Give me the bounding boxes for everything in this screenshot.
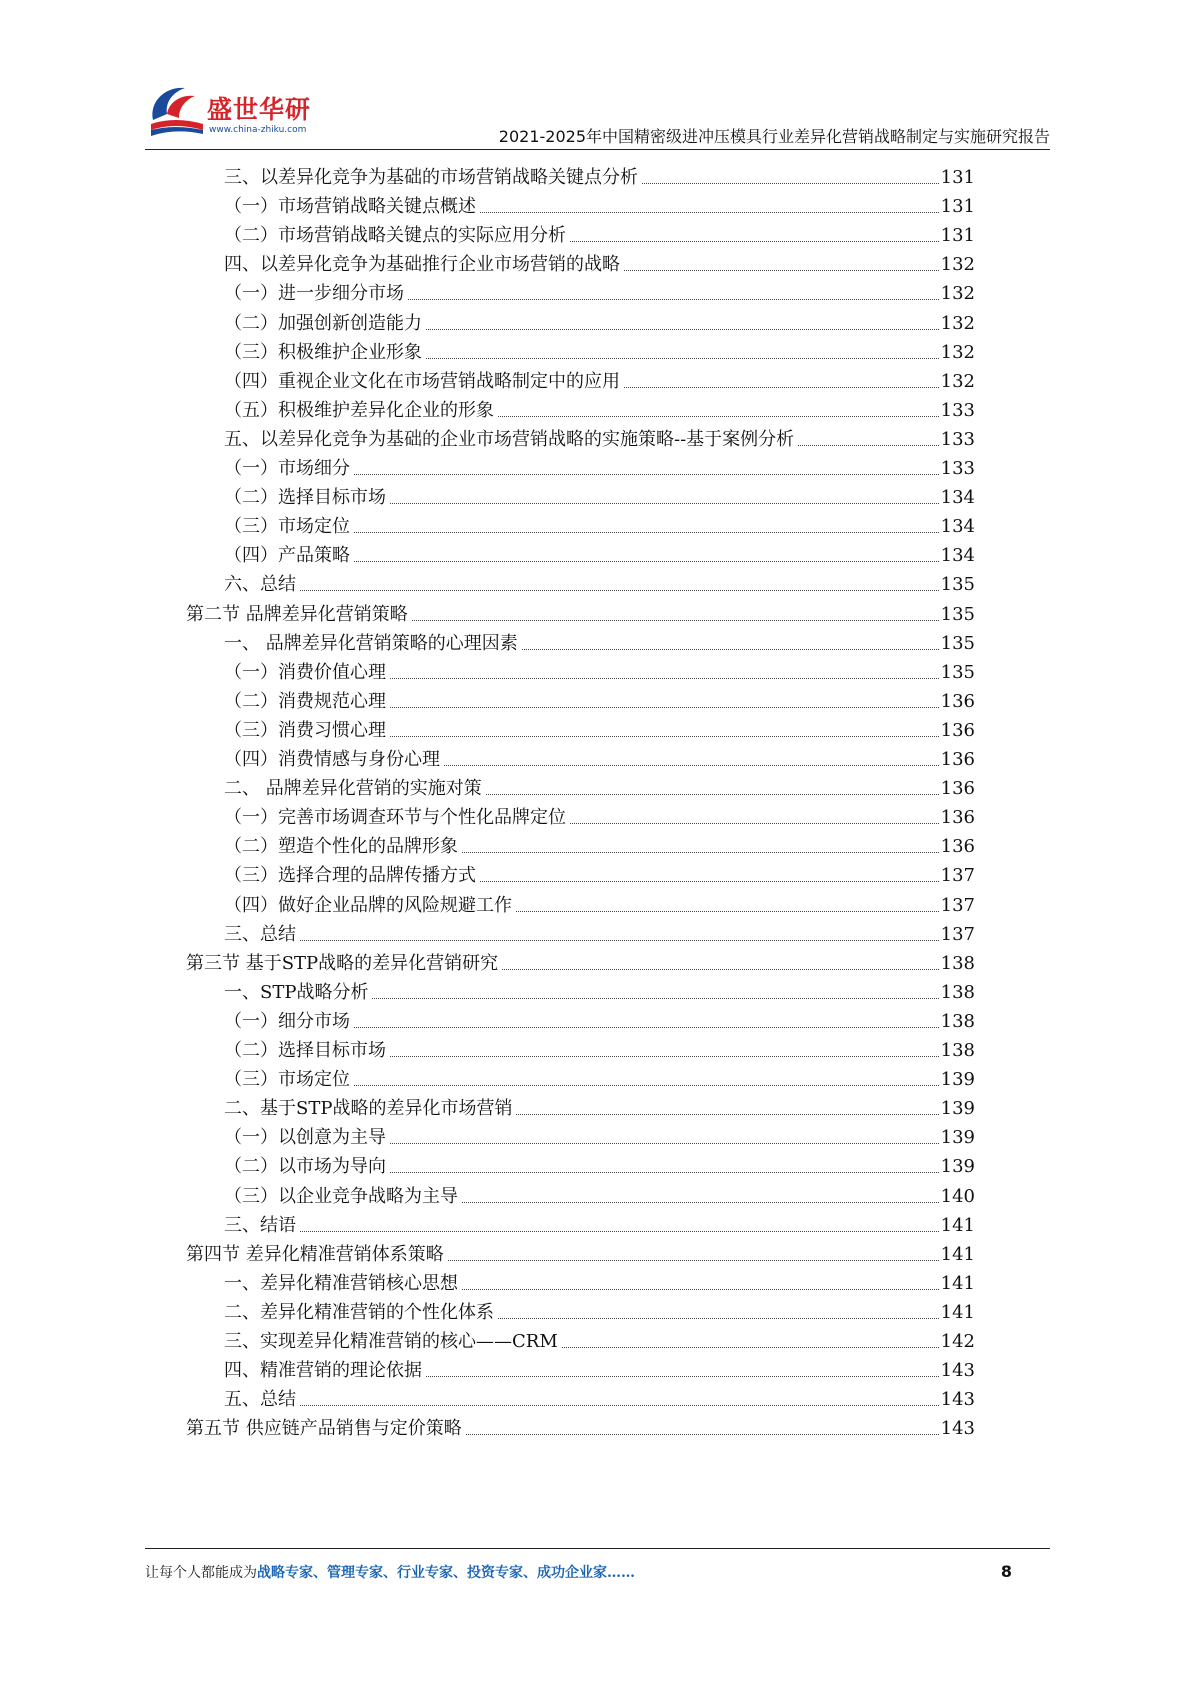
toc-leader-dots [516, 911, 939, 912]
toc-leader-dots [390, 1172, 939, 1173]
toc-entry-page: 139 [940, 1098, 975, 1120]
toc-entry[interactable] [224, 1062, 975, 1092]
toc-leader-dots [466, 1434, 939, 1435]
toc-leader-dots [354, 561, 939, 562]
logo-url: www.china-zhiku.com [209, 125, 307, 135]
toc-entry[interactable] [224, 1149, 975, 1179]
toc-entry-page: 132 [940, 254, 975, 276]
toc-entry-page: 135 [940, 661, 975, 683]
toc-entry-page: 132 [940, 312, 975, 334]
toc-entry-title: （四）做好企业品牌的风险规避工作 [224, 894, 512, 916]
toc-entry[interactable] [224, 509, 975, 539]
toc-leader-dots [354, 1027, 939, 1028]
toc-entry[interactable] [224, 888, 975, 918]
toc-leader-dots [354, 532, 939, 533]
toc-entry-title: 一、 品牌差异化营销策略的心理因素 [224, 632, 518, 654]
toc-leader-dots [570, 241, 939, 242]
toc-leader-dots [390, 1143, 939, 1144]
toc-entry-title: （一）市场营销战略关键点概述 [224, 196, 476, 218]
toc-entry-page: 139 [940, 1156, 975, 1178]
toc-entry-title: 第三节 基于STP战略的差异化营销研究 [186, 952, 499, 974]
toc-entry-title: （四）消费情感与身份心理 [224, 749, 440, 770]
page-number: 8 [1000, 1562, 1012, 1581]
company-logo [145, 80, 325, 144]
toc-leader-dots [412, 620, 939, 621]
toc-entry-page: 140 [940, 1185, 975, 1207]
toc-leader-dots [300, 590, 939, 591]
toc-entry-title: 三、总结 [224, 923, 296, 945]
toc-entry-page: 143 [940, 1418, 975, 1440]
toc-entry-title: （二）加强创新创造能力 [224, 312, 422, 334]
toc-entry-page: 133 [940, 399, 975, 421]
toc-entry-page: 131 [940, 225, 975, 247]
toc-leader-dots [390, 1056, 939, 1057]
toc-entry[interactable] [224, 422, 975, 452]
toc-leader-dots [390, 678, 939, 679]
toc-entry-title: 六、总结 [224, 574, 296, 596]
toc-entry-title: 第四节 差异化精准营销体系策略 [186, 1243, 444, 1265]
toc-entry-page: 134 [940, 487, 975, 509]
footer-divider [145, 1548, 1050, 1549]
toc-entry[interactable] [224, 1353, 975, 1383]
toc-leader-dots [562, 1347, 939, 1348]
toc-entry-title: （一）细分市场 [224, 1010, 350, 1032]
toc-entry-title: 第五节 供应链产品销售与定价策略 [186, 1418, 462, 1440]
toc-leader-dots [354, 1085, 939, 1086]
toc-leader-dots [624, 387, 939, 388]
toc-leader-dots [486, 794, 939, 795]
toc-leader-dots [624, 270, 939, 271]
toc-entry-page: 136 [940, 778, 975, 800]
toc-entry[interactable] [186, 597, 975, 627]
toc-entry[interactable] [224, 975, 975, 1005]
toc-entry-title: 五、以差异化竞争为基础的企业市场营销战略的实施策略--基于案例分析 [224, 428, 795, 450]
toc-entry-title: 一、差异化精准营销核心思想 [224, 1272, 458, 1294]
toc-entry-title: （二）塑造个性化的品牌形象 [224, 836, 458, 858]
toc-entry-page: 138 [940, 1040, 975, 1061]
toc-entry-title: （三）市场定位 [224, 516, 350, 538]
toc-entry-page: 136 [940, 719, 975, 741]
toc-entry-title: （一）消费价值心理 [224, 661, 386, 683]
toc-entry[interactable] [224, 189, 975, 219]
toc-entry[interactable] [224, 160, 975, 190]
toc-leader-dots [300, 1231, 939, 1232]
toc-leader-dots [480, 881, 939, 882]
toc-entry[interactable] [224, 626, 975, 656]
toc-entry-page: 136 [940, 836, 975, 858]
report-title: 2021-2025年中国精密级进冲压模具行业差异化营销战略制定与实施研究报告 [498, 127, 1050, 146]
toc-entry-page: 141 [940, 1214, 975, 1236]
toc-entry-title: （一）市场细分 [224, 458, 350, 479]
toc-entry-title: （四）产品策略 [224, 545, 350, 567]
toc-entry-page: 132 [940, 341, 975, 363]
toc-entry[interactable] [224, 1208, 975, 1238]
toc-entry-page: 137 [940, 923, 975, 945]
toc-entry[interactable] [224, 1266, 975, 1296]
footer-slogan: 战略专家、管理专家、行业专家、投资专家、成功企业家…… [257, 1565, 635, 1581]
toc-entry-title: （二）市场营销战略关键点的实际应用分析 [224, 225, 566, 247]
toc-entry-page: 131 [940, 196, 975, 218]
toc-entry[interactable] [186, 1237, 975, 1267]
page-footer [145, 1562, 1050, 1582]
toc-leader-dots [480, 212, 939, 213]
toc-entry[interactable] [224, 771, 975, 801]
toc-entry-page: 134 [940, 545, 975, 567]
toc-entry-page: 138 [940, 952, 975, 974]
toc-entry-page: 138 [940, 1010, 975, 1032]
toc-entry-title: （一）完善市场调查环节与个性化品牌定位 [224, 807, 566, 829]
toc-leader-dots [372, 998, 938, 999]
toc-leader-dots [444, 765, 939, 766]
toc-leader-dots [448, 1260, 939, 1261]
toc-entry-title: （三）以企业竞争战略为主导 [224, 1185, 458, 1207]
toc-entry-title: 四、精准营销的理论依据 [224, 1360, 422, 1382]
toc-entry[interactable] [224, 858, 975, 888]
toc-entry[interactable] [224, 335, 975, 365]
toc-entry[interactable] [224, 1295, 975, 1325]
toc-entry[interactable] [186, 1411, 975, 1441]
toc-entry-title: 二、 品牌差异化营销的实施对策 [224, 778, 482, 800]
toc-entry-title: （二）消费规范心理 [224, 690, 386, 712]
toc-entry-title: （三）市场定位 [224, 1069, 350, 1091]
toc-entry[interactable] [186, 946, 975, 976]
toc-leader-dots [426, 329, 939, 330]
toc-entry[interactable] [224, 364, 975, 394]
toc-entry-title: （三）选择合理的品牌传播方式 [224, 865, 476, 887]
toc-entry-page: 139 [940, 1127, 975, 1149]
toc-entry-page: 142 [940, 1331, 975, 1352]
toc-entry[interactable] [224, 393, 975, 423]
toc-entry-title: 二、基于STP战略的差异化市场营销 [224, 1098, 513, 1120]
logo-text: 盛世华研 [207, 95, 312, 124]
toc-entry[interactable] [224, 567, 975, 597]
toc-leader-dots [426, 1376, 939, 1377]
toc-entry[interactable] [224, 655, 975, 685]
toc-entry-page: 135 [940, 603, 975, 625]
toc-entry[interactable] [224, 1179, 975, 1209]
toc-entry[interactable] [224, 1382, 975, 1412]
toc-leader-dots [390, 707, 939, 708]
toc-leader-dots [408, 299, 939, 300]
toc-entry-page: 141 [940, 1301, 975, 1323]
toc-entry-page: 132 [940, 370, 975, 392]
toc-entry[interactable] [224, 917, 975, 947]
toc-entry[interactable] [224, 1091, 975, 1121]
toc-entry-title: （四）重视企业文化在市场营销战略制定中的应用 [224, 370, 620, 392]
toc-entry[interactable] [224, 1324, 975, 1354]
toc-entry-title: （五）积极维护差异化企业的形象 [224, 399, 494, 421]
toc-leader-dots [390, 736, 939, 737]
toc-entry-page: 133 [940, 458, 975, 479]
toc-entry-page: 143 [940, 1360, 975, 1382]
toc-entry-title: （二）以市场为导向 [224, 1156, 386, 1178]
toc-entry[interactable] [224, 829, 975, 859]
toc-entry[interactable] [224, 1004, 975, 1034]
toc-leader-dots [300, 940, 939, 941]
toc-entry-page: 132 [940, 283, 975, 305]
toc-leader-dots [462, 1289, 939, 1290]
toc-leader-dots [462, 852, 939, 853]
toc-entry[interactable] [224, 451, 975, 481]
toc-leader-dots [798, 445, 938, 446]
toc-entry-page: 137 [940, 865, 975, 887]
toc-leader-dots [522, 649, 939, 650]
toc-leader-dots [498, 1318, 939, 1319]
toc-entry-page: 133 [940, 428, 975, 450]
toc-entry-page: 131 [940, 167, 975, 188]
toc-entry[interactable] [224, 800, 975, 830]
toc-entry-title: 四、以差异化竞争为基础推行企业市场营销的战略 [224, 254, 620, 276]
toc-entry[interactable] [224, 538, 975, 568]
toc-entry-page: 134 [940, 516, 975, 538]
toc-leader-dots [570, 823, 939, 824]
toc-entry-title: （二）选择目标市场 [224, 1040, 386, 1061]
toc-entry-page: 136 [940, 690, 975, 712]
toc-entry-page: 137 [940, 894, 975, 916]
toc-entry-title: （一）以创意为主导 [224, 1127, 386, 1149]
toc-entry-title: 三、以差异化竞争为基础的市场营销战略关键点分析 [224, 167, 638, 188]
toc-entry[interactable] [224, 276, 975, 306]
toc-entry[interactable] [224, 247, 975, 277]
toc-leader-dots [354, 474, 939, 475]
toc-leader-dots [426, 358, 939, 359]
toc-entry[interactable] [224, 684, 975, 714]
toc-entry-page: 143 [940, 1389, 975, 1411]
toc-leader-dots [516, 1114, 938, 1115]
toc-leader-dots [390, 503, 939, 504]
toc-entry-title: （三）积极维护企业形象 [224, 341, 422, 363]
toc-entry[interactable] [224, 1033, 975, 1063]
toc-entry[interactable] [224, 713, 975, 743]
toc-entry-title: （三）消费习惯心理 [224, 719, 386, 741]
toc-entry-title: 三、结语 [224, 1214, 296, 1236]
toc-entry-title: 第二节 品牌差异化营销策略 [186, 603, 408, 625]
toc-entry-page: 139 [940, 1069, 975, 1091]
toc-entry-title: 三、实现差异化精准营销的核心——CRM [224, 1331, 558, 1352]
toc-entry-title: （一）进一步细分市场 [224, 283, 404, 305]
header-divider [145, 149, 1050, 150]
toc-entry-title: 二、差异化精准营销的个性化体系 [224, 1301, 494, 1323]
toc-leader-dots [642, 183, 939, 184]
toc-entry-title: （二）选择目标市场 [224, 487, 386, 509]
toc-entry[interactable] [224, 1120, 975, 1150]
toc-entry-page: 136 [940, 807, 975, 829]
logo-emblem-icon [145, 80, 209, 140]
toc-entry-page: 138 [940, 981, 975, 1003]
toc-leader-dots [498, 416, 939, 417]
toc-entry-title: 五、总结 [224, 1389, 296, 1411]
toc-entry-page: 141 [940, 1243, 975, 1265]
toc-leader-dots [502, 969, 938, 970]
toc-leader-dots [300, 1405, 939, 1406]
toc-entry-page: 135 [940, 632, 975, 654]
toc-entry[interactable] [224, 306, 975, 336]
toc-entry-page: 136 [940, 749, 975, 770]
toc-entry[interactable] [224, 480, 975, 510]
footer-prefix: 让每个人都能成为 [145, 1565, 257, 1581]
toc-entry-title: 一、STP战略分析 [224, 981, 369, 1003]
toc-entry[interactable] [224, 742, 975, 772]
toc-entry[interactable] [224, 218, 975, 248]
toc-entry-page: 141 [940, 1272, 975, 1294]
toc-entry-page: 135 [940, 574, 975, 596]
page-header [145, 80, 1050, 152]
toc-leader-dots [462, 1202, 939, 1203]
